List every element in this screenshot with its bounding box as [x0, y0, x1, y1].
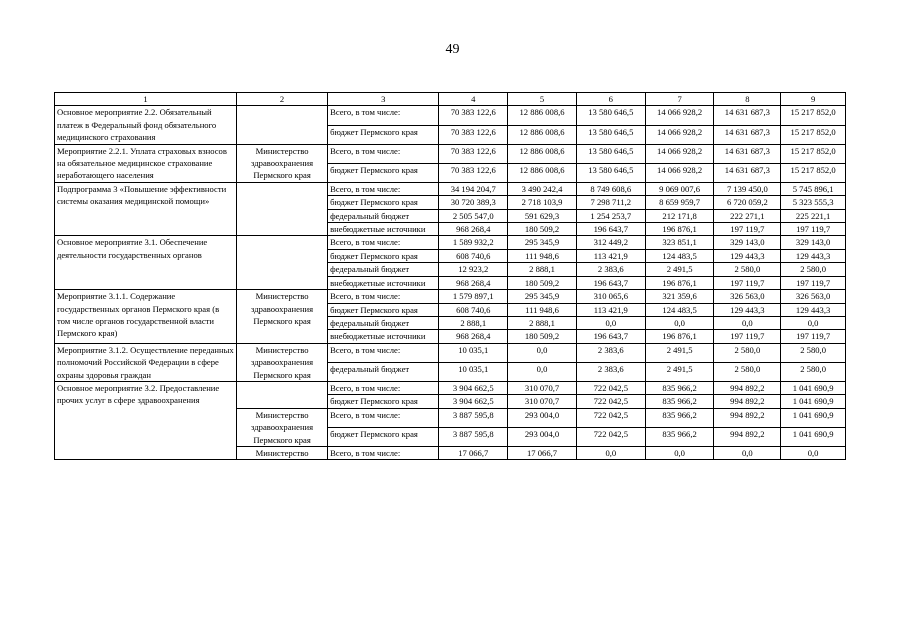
value-cell: 196 876,1 — [645, 330, 714, 343]
value-cell: 8 749 608,6 — [576, 182, 645, 195]
value-cell: 17 066,7 — [508, 446, 577, 459]
value-cell: 3 887 595,8 — [439, 408, 508, 427]
value-cell: 197 119,7 — [781, 330, 846, 343]
value-cell: 17 066,7 — [439, 446, 508, 459]
value-cell: 310 070,7 — [508, 381, 577, 394]
value-cell: 180 509,2 — [508, 330, 577, 343]
value-cell: 312 449,2 — [576, 236, 645, 249]
value-cell: 196 643,7 — [576, 223, 645, 236]
value-cell: 0,0 — [645, 446, 714, 459]
value-cell: 15 217 852,0 — [781, 144, 846, 163]
measure-title-cell: Основное мероприятие 3.2. Предоставление прочих услуг в сфере здравоохранения — [55, 381, 237, 459]
value-cell: 222 271,1 — [714, 209, 781, 222]
value-cell: 310 065,6 — [576, 290, 645, 303]
value-cell: 0,0 — [508, 362, 577, 381]
table-row — [55, 236, 846, 249]
value-cell: 14 066 928,2 — [645, 163, 714, 182]
responsible-cell — [237, 106, 328, 144]
funding-source-cell: бюджет Пермского края — [328, 427, 439, 446]
value-cell: 994 892,2 — [714, 427, 781, 446]
funding-source-cell: бюджет Пермского края — [328, 163, 439, 182]
value-cell: 197 119,7 — [714, 330, 781, 343]
responsible-cell — [237, 236, 328, 290]
value-cell: 129 443,3 — [781, 249, 846, 262]
value-cell: 13 580 646,5 — [576, 106, 645, 125]
value-cell: 14 631 687,3 — [714, 163, 781, 182]
value-cell: 196 643,7 — [576, 330, 645, 343]
header-cell: 4 — [439, 93, 508, 106]
value-cell: 2 383,6 — [576, 362, 645, 381]
funding-source-cell: внебюджетные источники — [328, 276, 439, 289]
responsible-cell: Министерство здравоохранения Пермского края — [237, 343, 328, 381]
value-cell: 225 221,1 — [781, 209, 846, 222]
value-cell: 968 268,4 — [439, 276, 508, 289]
value-cell: 2 383,6 — [576, 263, 645, 276]
value-cell: 2 888,1 — [508, 316, 577, 329]
value-cell: 310 070,7 — [508, 395, 577, 408]
value-cell: 0,0 — [781, 446, 846, 459]
value-cell: 180 509,2 — [508, 223, 577, 236]
value-cell: 14 066 928,2 — [645, 144, 714, 163]
value-cell: 835 966,2 — [645, 395, 714, 408]
value-cell: 129 443,3 — [714, 303, 781, 316]
funding-source-cell: федеральный бюджет — [328, 263, 439, 276]
value-cell: 15 217 852,0 — [781, 163, 846, 182]
value-cell: 14 066 928,2 — [645, 125, 714, 144]
funding-source-cell: внебюджетные источники — [328, 223, 439, 236]
value-cell: 0,0 — [576, 316, 645, 329]
header-cell: 1 — [55, 93, 237, 106]
value-cell: 0,0 — [714, 316, 781, 329]
value-cell: 0,0 — [714, 446, 781, 459]
value-cell: 295 345,9 — [508, 236, 577, 249]
value-cell: 326 563,0 — [714, 290, 781, 303]
value-cell: 14 631 687,3 — [714, 144, 781, 163]
value-cell: 0,0 — [576, 446, 645, 459]
value-cell: 13 580 646,5 — [576, 125, 645, 144]
value-cell: 994 892,2 — [714, 381, 781, 394]
value-cell: 7 298 711,2 — [576, 196, 645, 209]
value-cell: 124 483,5 — [645, 249, 714, 262]
value-cell: 0,0 — [508, 343, 577, 362]
value-cell: 722 042,5 — [576, 395, 645, 408]
value-cell: 2 383,6 — [576, 343, 645, 362]
measure-title-cell: Мероприятие 3.1.2. Осуществление переданных полномочий Российской Федерации в сфере охраны здоровья граждан — [55, 343, 237, 381]
measure-title-cell: Основное мероприятие 2.2. Обязательный платеж в Федеральный фонд обязательного медицинского страхования — [55, 106, 237, 144]
funding-source-cell: федеральный бюджет — [328, 362, 439, 381]
responsible-cell: Министерство здравоохранения Пермского края — [237, 144, 328, 182]
value-cell: 124 483,5 — [645, 303, 714, 316]
value-cell: 293 004,0 — [508, 427, 577, 446]
measure-title-cell: Подпрограмма 3 «Повышение эффективности системы оказания медицинской помощи» — [55, 182, 237, 236]
table-row — [55, 182, 846, 195]
value-cell: 2 491,5 — [645, 343, 714, 362]
value-cell: 2 580,0 — [714, 343, 781, 362]
value-cell: 835 966,2 — [645, 427, 714, 446]
table-body — [55, 93, 846, 460]
value-cell: 2 718 103,9 — [508, 196, 577, 209]
value-cell: 7 139 450,0 — [714, 182, 781, 195]
value-cell: 994 892,2 — [714, 408, 781, 427]
table-row — [55, 343, 846, 362]
value-cell: 329 143,0 — [714, 236, 781, 249]
value-cell: 196 876,1 — [645, 276, 714, 289]
funding-source-cell: Всего, в том числе: — [328, 144, 439, 163]
value-cell: 2 888,1 — [508, 263, 577, 276]
value-cell: 326 563,0 — [781, 290, 846, 303]
value-cell: 34 194 204,7 — [439, 182, 508, 195]
funding-source-cell: Всего, в том числе: — [328, 381, 439, 394]
value-cell: 13 580 646,5 — [576, 144, 645, 163]
value-cell: 8 659 959,7 — [645, 196, 714, 209]
value-cell: 5 323 555,3 — [781, 196, 846, 209]
value-cell: 2 580,0 — [714, 362, 781, 381]
value-cell: 3 887 595,8 — [439, 427, 508, 446]
header-cell: 9 — [781, 93, 846, 106]
measure-title-cell: Мероприятие 3.1.1. Содержание государственных органов Пермского края (в том числе органов государственной власти Пермского края) — [55, 290, 237, 344]
value-cell: 30 720 389,3 — [439, 196, 508, 209]
measure-title-cell: Основное мероприятие 3.1. Обеспечение деятельности государственных органов — [55, 236, 237, 290]
value-cell: 6 720 059,2 — [714, 196, 781, 209]
value-cell: 3 904 662,5 — [439, 395, 508, 408]
value-cell: 12 886 008,6 — [508, 125, 577, 144]
value-cell: 835 966,2 — [645, 381, 714, 394]
value-cell: 1 589 932,2 — [439, 236, 508, 249]
value-cell: 1 041 690,9 — [781, 381, 846, 394]
funding-source-cell: бюджет Пермского края — [328, 125, 439, 144]
value-cell: 70 383 122,6 — [439, 163, 508, 182]
budget-table — [54, 92, 846, 460]
funding-source-cell: федеральный бюджет — [328, 209, 439, 222]
page-number: 49 — [445, 42, 460, 57]
value-cell: 722 042,5 — [576, 381, 645, 394]
funding-source-cell: Всего, в том числе: — [328, 106, 439, 125]
value-cell: 14 631 687,3 — [714, 125, 781, 144]
value-cell: 197 119,7 — [781, 276, 846, 289]
value-cell: 212 171,8 — [645, 209, 714, 222]
value-cell: 2 580,0 — [781, 263, 846, 276]
value-cell: 12 886 008,6 — [508, 106, 577, 125]
funding-source-cell: бюджет Пермского края — [328, 303, 439, 316]
table-row — [55, 144, 846, 163]
header-cell: 2 — [237, 93, 328, 106]
measure-title-cell: Мероприятие 2.2.1. Уплата страховых взносов на обязательное медицинское страхование неработающего населения — [55, 144, 237, 182]
value-cell: 0,0 — [781, 316, 846, 329]
table-row — [55, 381, 846, 394]
value-cell: 70 383 122,6 — [439, 125, 508, 144]
value-cell: 70 383 122,6 — [439, 106, 508, 125]
value-cell: 15 217 852,0 — [781, 106, 846, 125]
value-cell: 197 119,7 — [714, 276, 781, 289]
value-cell: 835 966,2 — [645, 408, 714, 427]
funding-source-cell: федеральный бюджет — [328, 316, 439, 329]
header-cell: 5 — [508, 93, 577, 106]
value-cell: 608 740,6 — [439, 303, 508, 316]
header-row — [55, 93, 846, 106]
value-cell: 329 143,0 — [781, 236, 846, 249]
value-cell: 1 579 897,1 — [439, 290, 508, 303]
table-row — [55, 106, 846, 125]
value-cell: 994 892,2 — [714, 395, 781, 408]
value-cell: 10 035,1 — [439, 343, 508, 362]
value-cell: 129 443,3 — [714, 249, 781, 262]
header-cell: 7 — [645, 93, 714, 106]
value-cell: 1 041 690,9 — [781, 395, 846, 408]
value-cell: 3 904 662,5 — [439, 381, 508, 394]
value-cell: 113 421,9 — [576, 303, 645, 316]
funding-source-cell: Всего, в том числе: — [328, 236, 439, 249]
value-cell: 196 876,1 — [645, 223, 714, 236]
value-cell: 14 066 928,2 — [645, 106, 714, 125]
value-cell: 13 580 646,5 — [576, 163, 645, 182]
responsible-cell — [237, 381, 328, 408]
value-cell: 12 886 008,6 — [508, 144, 577, 163]
funding-source-cell: Всего, в том числе: — [328, 446, 439, 459]
value-cell: 968 268,4 — [439, 223, 508, 236]
funding-source-cell: бюджет Пермского края — [328, 196, 439, 209]
value-cell: 2 888,1 — [439, 316, 508, 329]
value-cell: 321 359,6 — [645, 290, 714, 303]
value-cell: 3 490 242,4 — [508, 182, 577, 195]
table-row — [55, 290, 846, 303]
value-cell: 196 643,7 — [576, 276, 645, 289]
value-cell: 1 041 690,9 — [781, 427, 846, 446]
funding-source-cell: Всего, в том числе: — [328, 182, 439, 195]
funding-source-cell: Всего, в том числе: — [328, 290, 439, 303]
value-cell: 113 421,9 — [576, 249, 645, 262]
value-cell: 591 629,3 — [508, 209, 577, 222]
value-cell: 323 851,1 — [645, 236, 714, 249]
value-cell: 722 042,5 — [576, 427, 645, 446]
funding-source-cell: внебюджетные источники — [328, 330, 439, 343]
responsible-cell: Министерство — [237, 446, 328, 459]
funding-source-cell: Всего, в том числе: — [328, 408, 439, 427]
value-cell: 180 509,2 — [508, 276, 577, 289]
value-cell: 12 923,2 — [439, 263, 508, 276]
value-cell: 722 042,5 — [576, 408, 645, 427]
value-cell: 9 069 007,6 — [645, 182, 714, 195]
value-cell: 293 004,0 — [508, 408, 577, 427]
value-cell: 197 119,7 — [714, 223, 781, 236]
value-cell: 1 041 690,9 — [781, 408, 846, 427]
value-cell: 197 119,7 — [781, 223, 846, 236]
value-cell: 2 491,5 — [645, 263, 714, 276]
value-cell: 0,0 — [645, 316, 714, 329]
value-cell: 70 383 122,6 — [439, 144, 508, 163]
responsible-cell: Министерство здравоохранения Пермского края — [237, 408, 328, 446]
responsible-cell: Министерство здравоохранения Пермского края — [237, 290, 328, 344]
value-cell: 2 505 547,0 — [439, 209, 508, 222]
value-cell: 10 035,1 — [439, 362, 508, 381]
header-cell: 6 — [576, 93, 645, 106]
value-cell: 15 217 852,0 — [781, 125, 846, 144]
value-cell: 12 886 008,6 — [508, 163, 577, 182]
value-cell: 5 745 896,1 — [781, 182, 846, 195]
funding-source-cell: бюджет Пермского края — [328, 395, 439, 408]
value-cell: 2 580,0 — [714, 263, 781, 276]
header-cell: 8 — [714, 93, 781, 106]
value-cell: 111 948,6 — [508, 249, 577, 262]
value-cell: 608 740,6 — [439, 249, 508, 262]
value-cell: 2 580,0 — [781, 362, 846, 381]
value-cell: 2 580,0 — [781, 343, 846, 362]
value-cell: 1 254 253,7 — [576, 209, 645, 222]
value-cell: 968 268,4 — [439, 330, 508, 343]
funding-source-cell: Всего, в том числе: — [328, 343, 439, 362]
value-cell: 14 631 687,3 — [714, 106, 781, 125]
value-cell: 2 491,5 — [645, 362, 714, 381]
value-cell: 111 948,6 — [508, 303, 577, 316]
value-cell: 129 443,3 — [781, 303, 846, 316]
responsible-cell — [237, 182, 328, 236]
funding-source-cell: бюджет Пермского края — [328, 249, 439, 262]
header-cell: 3 — [328, 93, 439, 106]
value-cell: 295 345,9 — [508, 290, 577, 303]
